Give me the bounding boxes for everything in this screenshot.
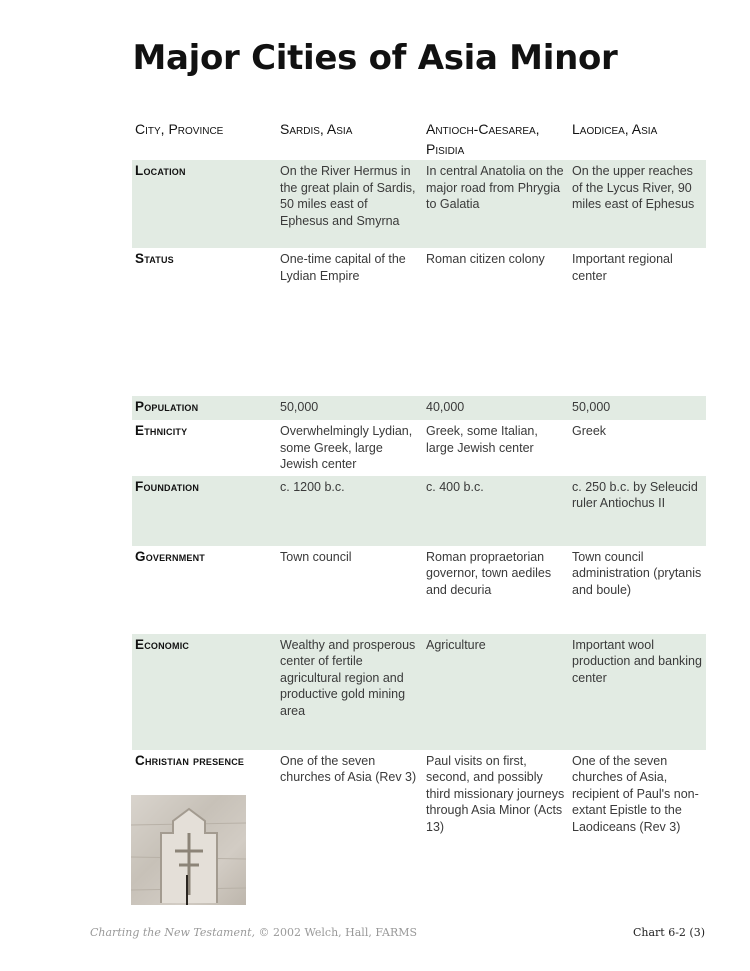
table-cell: In central Anatolia on the major road from Phrygia to Galatia: [423, 160, 569, 248]
table-cell: Roman propraetorian governor, town aediles and decuria: [426, 549, 552, 597]
table-cell: One-time capital of the Lydian Empire: [280, 252, 406, 283]
row-label-status: Status: [135, 251, 174, 266]
header-laodicea: Laodicea, Asia: [572, 121, 658, 137]
row-label-government: Government: [135, 548, 206, 564]
footer-source-rest: © 2002 Welch, Hall, FARMS: [255, 926, 418, 939]
row-label-ethnicity: Ethnicity: [135, 423, 188, 438]
page-title: Major Cities of Asia Minor: [132, 38, 618, 78]
table-cell: Overwhelmingly Lydian, some Greek, large Jewish center: [280, 424, 413, 471]
table-row: [132, 476, 706, 546]
table-row: [132, 546, 706, 634]
table-cell: Important regional center: [572, 252, 673, 283]
table-cell: One of the seven churches of Asia (Rev 3): [280, 753, 417, 784]
table-cell: 50,000: [277, 396, 423, 420]
row-label-economic: Economic: [132, 634, 277, 750]
table-row: [132, 634, 706, 750]
table-row: [132, 248, 706, 396]
table-cell: Greek, some Italian, large Jewish center: [426, 424, 538, 455]
table-cell: Greek: [572, 424, 607, 438]
footer-source: [90, 926, 417, 939]
table-cell: Agriculture: [423, 634, 569, 750]
table-cell: Town council administration (prytanis and boule): [572, 549, 702, 597]
table-cell: Wealthy and prosperous center of fertile agricultural region and productive gold mining area: [277, 634, 423, 750]
cities-table: [132, 116, 706, 860]
table-cell: Roman citizen colony: [426, 252, 545, 266]
table-cell: Important wool production and banking center: [569, 634, 706, 750]
carved-cross-photo: [131, 795, 246, 905]
table-cell: On the upper reaches of the Lycus River, 90 miles east of Ephesus: [569, 160, 706, 248]
table-cell: Town council: [280, 549, 352, 564]
header-city-province: City, Province: [135, 121, 224, 137]
header-sardis: Sardis, Asia: [280, 121, 353, 137]
table-cell: c. 250 b.c. by Seleucid ruler Antiochus II: [569, 476, 706, 546]
row-label-population: Population: [132, 396, 277, 420]
table-row: [132, 420, 706, 476]
row-label-foundation: Foundation: [132, 476, 277, 546]
table-cell: c. 1200 b.c.: [277, 476, 423, 546]
table-cell: c. 400 b.c.: [423, 476, 569, 546]
table-row: [132, 160, 706, 248]
table-cell: One of the seven churches of Asia, recipient of Paul's non-extant Epistle to the Laodiceans (Rev 3): [572, 753, 699, 834]
chart-number: Chart 6-2 (3): [632, 926, 705, 939]
carved-cross-relief-icon: [131, 795, 246, 905]
header-antioch: Antioch-Caesarea, Pisidia: [426, 121, 540, 157]
table-cell: 50,000: [569, 396, 706, 420]
table-header-row: [132, 116, 706, 160]
table-cell: On the River Hermus in the great plain of Sardis, 50 miles east of Ephesus and Smyrna: [277, 160, 423, 248]
table-cell: Paul visits on first, second, and possibly third missionary journeys through Asia Minor (Acts 13): [426, 753, 565, 834]
table-cell: 40,000: [423, 396, 569, 420]
row-label-christian-presence: Christian presence: [135, 752, 245, 768]
footer-source-title: Charting the New Testament,: [90, 926, 255, 939]
row-label-location: Location: [132, 160, 277, 248]
table-row: [132, 396, 706, 420]
